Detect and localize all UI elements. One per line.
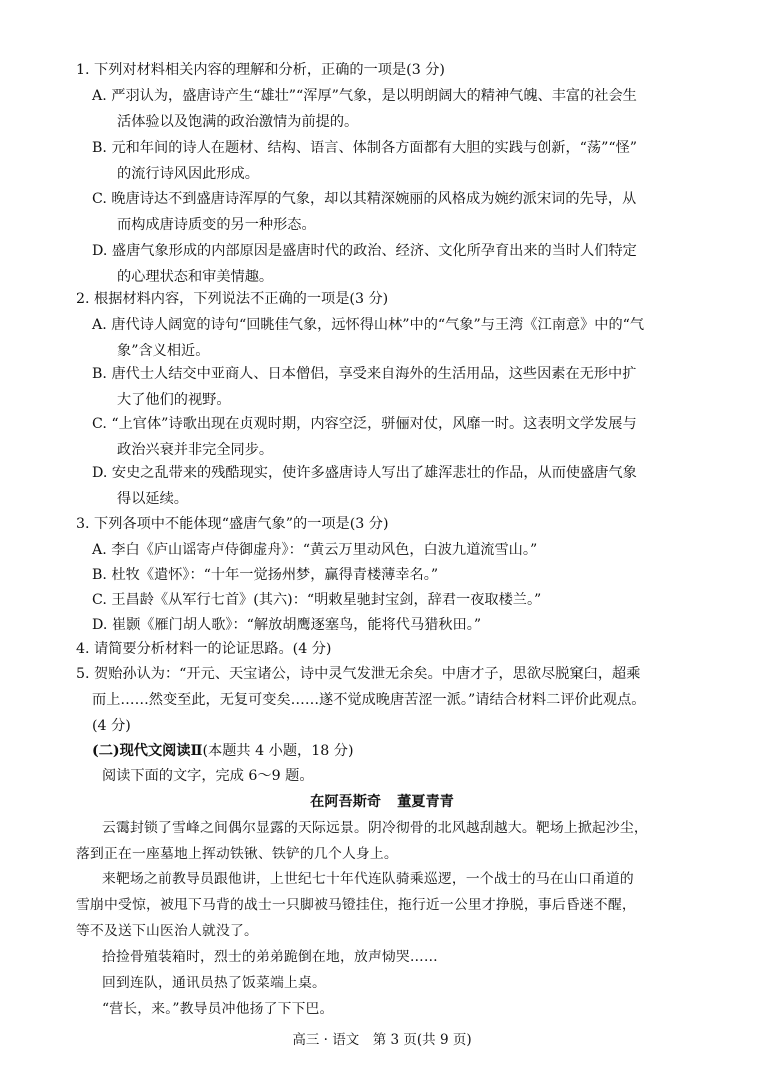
question-3-option-c: C. 王昌龄《从军行七首》(其六)：“明敕星驰封宝剑，辞君一夜取楼兰。” <box>92 592 542 608</box>
question-2-option-b-cont: 大了他们的视野。 <box>117 392 231 408</box>
question-3-stem: 3. 下列各项中不能体现“盛唐气象”的一项是(3 分) <box>76 516 389 532</box>
question-3-option-b: B. 杜牧《遣怀》：“十年一觉扬州梦，赢得青楼薄幸名。” <box>92 567 439 583</box>
question-1-option-c: C. 晚唐诗达不到盛唐诗浑厚的气象，却以其精深婉丽的风格成为婉约派宋词的先导，从 <box>92 191 637 207</box>
question-2-option-a-cont: 象”含义相近。 <box>117 343 210 359</box>
question-1-option-d: D. 盛唐气象形成的内部原因是盛唐时代的政治、经济、文化所孕育出来的当时人们特定 <box>92 243 637 259</box>
question-1-stem: 1. 下列对材料相关内容的理解和分析，正确的一项是(3 分) <box>76 62 445 78</box>
question-2-option-d: D. 安史之乱带来的残酷现实，使许多盛唐诗人写出了雄浑悲壮的作品，从而使盛唐气象 <box>92 465 637 481</box>
question-2-option-c-cont: 政治兴衰并非完全同步。 <box>117 442 274 458</box>
question-3-option-a: A. 李白《庐山谣寄卢侍御虚舟》：“黄云万里动风色，白波九道流雪山。” <box>92 542 538 558</box>
page-footer: 高三 · 语文 第 3 页(共 9 页) <box>292 1032 472 1048</box>
question-1-option-b: B. 元和年间的诗人在题材、结构、语言、体制各方面都有大胆的实践与创新，“荡”“怪” <box>92 140 638 156</box>
story-paragraph-2-line-1: 来靶场之前教导员跟他讲，上世纪七十年代连队骑乘巡逻，一个战士的马在山口甬道的 <box>102 871 634 887</box>
story-title: 在阿吾斯奇 <box>310 794 382 810</box>
section-heading <box>92 738 354 764</box>
question-4-stem: 4. 请简要分析材料一的论证思路。(4 分) <box>76 641 332 657</box>
question-5-line-1: 5. 贺贻孙认为：“开元、天宝诸公，诗中灵气发泄无余矣。中唐才子，思欲尽脱窠臼，超乘 <box>76 666 641 682</box>
question-2-option-c: C. “上官体”诗歌出现在贞观时期，内容空泛，骈俪对仗，风靡一时。这表明文学发展与 <box>92 416 637 432</box>
story-paragraph-4: 回到连队，通讯员热了饭菜端上桌。 <box>102 975 326 991</box>
story-author: 董夏青青 <box>397 794 454 810</box>
section-heading-title: (二)现代文阅读Ⅱ <box>92 743 203 759</box>
question-1-option-c-cont: 而构成唐诗质变的另一种形态。 <box>117 217 316 233</box>
question-3-option-d: D. 崔颢《雁门胡人歌》：“解放胡鹰逐塞鸟，能将代马猎秋田。” <box>92 617 482 633</box>
question-2-option-b: B. 唐代士人结交中亚商人、日本僧侣，享受来自海外的生活用品，这些因素在无形中扩 <box>92 366 637 382</box>
story-paragraph-5: “营长，来。”教导员冲他扬了下下巴。 <box>102 1001 334 1017</box>
question-5-line-3: (4 分) <box>92 718 131 734</box>
question-1-option-a-cont: 活体验以及饱满的政治激情为前提的。 <box>117 114 359 130</box>
question-2-option-a: A. 唐代诗人阔宽的诗句“回眺佳气象，远怀得山林”中的“气象”与王湾《江南意》中的“气 <box>92 317 645 333</box>
story-paragraph-3: 拾捡骨殖装箱时，烈士的弟弟跪倒在地，放声恸哭…… <box>102 949 438 965</box>
question-1-option-d-cont: 的心理状态和审美情趣。 <box>117 269 274 285</box>
section-heading-note: (本题共 4 小题，18 分) <box>202 743 354 759</box>
question-2-stem: 2. 根据材料内容，下列说法不正确的一项是(3 分) <box>76 291 389 307</box>
question-1-option-b-cont: 的流行诗风因此形成。 <box>117 166 259 182</box>
question-5-line-2: 而上……然变至此，无复可变矣……遂不觉成晚唐苦涩一派。”请结合材料二评价此观点。 <box>92 692 646 708</box>
story-paragraph-1-line-1: 云霭封锁了雪峰之间偶尔显露的天际远景。阴冷彻骨的北风越刮越大。靶场上掀起沙尘， <box>102 820 648 836</box>
story-paragraph-1-line-2: 落到正在一座墓地上挥动铁锹、铁铲的几个人身上。 <box>76 846 398 862</box>
question-1-option-a: A. 严羽认为，盛唐诗产生“雄壮”“浑厚”气象，是以明朗阔大的精神气魄、丰富的社会生 <box>92 88 637 104</box>
section-instruction: 阅读下面的文字，完成 6～9 题。 <box>102 768 314 784</box>
story-title-line <box>0 789 764 815</box>
story-paragraph-2-line-3: 等不及送下山医治人就没了。 <box>76 923 258 939</box>
story-paragraph-2-line-2: 雪崩中受惊，被甩下马背的战士一只脚被马镫挂住，拖行近一公里才挣脱，事后昏迷不醒， <box>76 897 636 913</box>
question-2-option-d-cont: 得以延续。 <box>117 491 188 507</box>
